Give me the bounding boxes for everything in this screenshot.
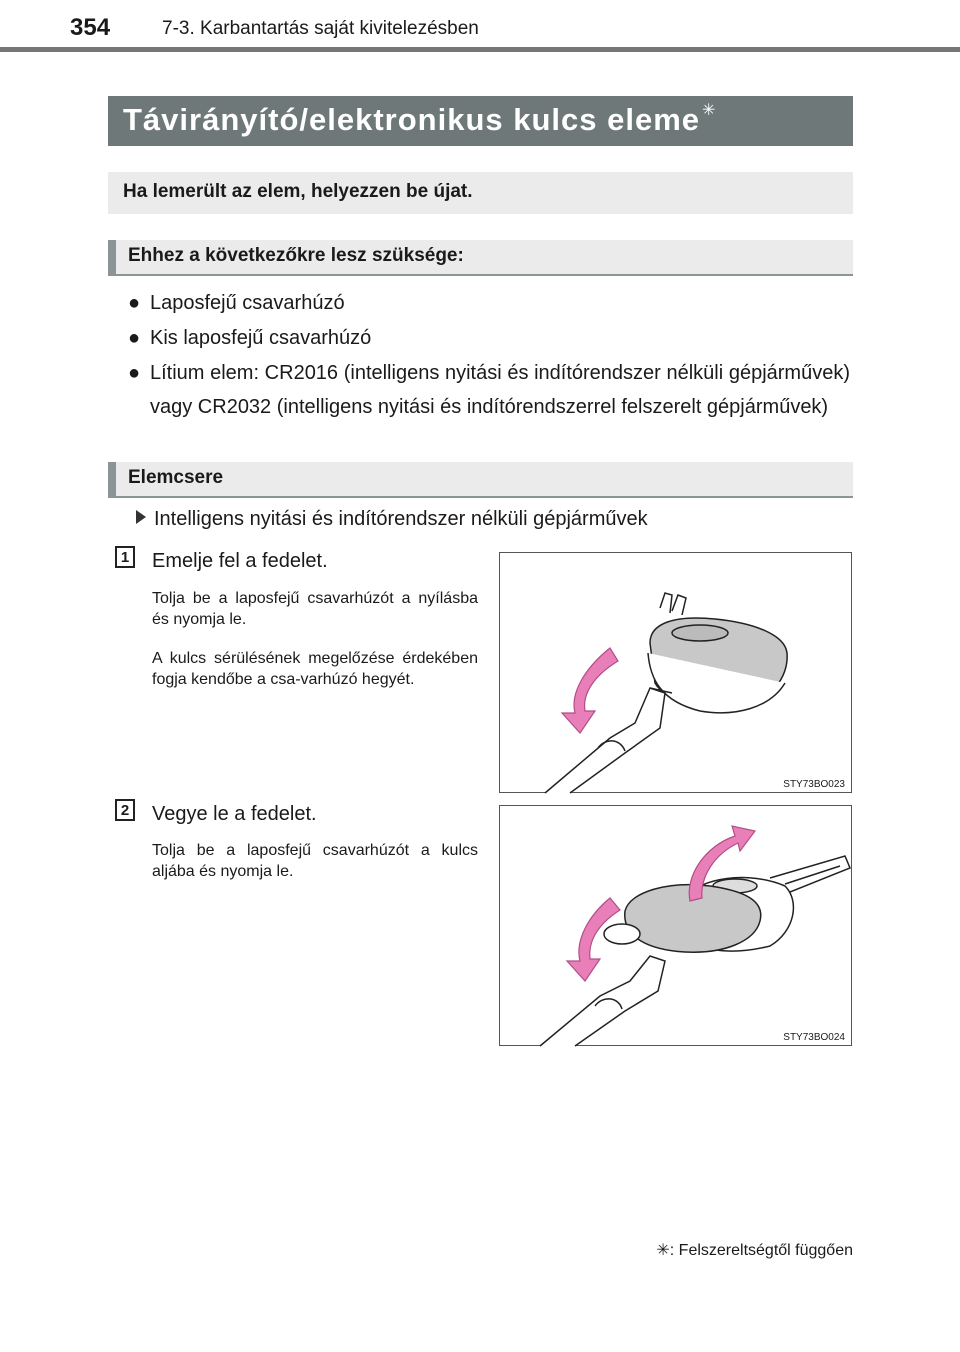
section-title [123,102,716,138]
list-item [128,356,850,424]
title-asterisk-marker: ✳ [702,102,717,119]
figure-code: STY73BO024 [783,1032,845,1043]
figure-code: STY73BO023 [783,779,845,790]
list-item-text: Kis laposfejű csavarhúzó [150,327,372,349]
list-item [128,286,850,320]
subheading-requirements [108,240,853,276]
step-title: Emelje fel a fedelet. [152,550,328,572]
step-title: Vegye le a fedelet. [152,803,317,825]
bullet-icon: ● [128,327,141,349]
list-item [128,321,850,355]
footnote-asterisk-marker: ✳ [656,1242,670,1259]
step-note: Tolja be a laposfejű csavarhúzót a nyílásba és nyomja le. [152,590,478,628]
condition-line [136,508,648,531]
figure-remove-cover [499,805,852,1046]
step-number-badge: 2 [115,799,135,821]
list-item-text: Lítium elem: CR2016 (intelligens nyitási és indítórendszer nélküli gépjárművek) vagy CR2032 (intelligens nyitási és indítórendszerrel felszerelt gépjárművek) [150,362,850,418]
right-triangle-icon [136,510,146,524]
intro-text: Ha lemerült az elem, helyezzen be újat. [123,181,473,202]
footnote [656,1240,853,1260]
key-screwdriver-illustration [500,553,853,794]
step-note: Tolja be a laposfejű csavarhúzót a kulcs aljába és nyomja le. [152,842,478,880]
header-divider [0,47,960,52]
subheading-replacement [108,462,853,498]
requirements-list [128,286,850,425]
page-number: 354 [70,14,111,41]
subheading-requirements-text: Ehhez a következőkre lesz szüksége: [128,245,464,266]
key-cover-removal-illustration [500,806,853,1047]
section-title-text: Távirányító/elektronikus kulcs eleme [123,102,701,137]
step-note: A kulcs sérülésének megelőzése érdekében fogja kendőbe a csa-varhúzó hegyét. [152,650,478,688]
curved-arrow-down-icon [562,648,618,733]
figure-lift-cover [499,552,852,793]
chapter-title: 7-3. Karbantartás saját kivitelezésben [162,18,479,39]
section-title-bar [108,96,853,146]
bullet-icon: ● [128,362,141,384]
intro-box [108,172,853,214]
subheading-replacement-text: Elemcsere [128,467,224,488]
footnote-text: : Felszereltségtől függően [669,1242,853,1259]
bullet-icon: ● [128,292,141,314]
step-number-badge: 1 [115,546,135,568]
condition-text: Intelligens nyitási és indítórendszer nélküli gépjárművek [154,508,648,530]
list-item-text: Laposfejű csavarhúzó [150,292,345,314]
